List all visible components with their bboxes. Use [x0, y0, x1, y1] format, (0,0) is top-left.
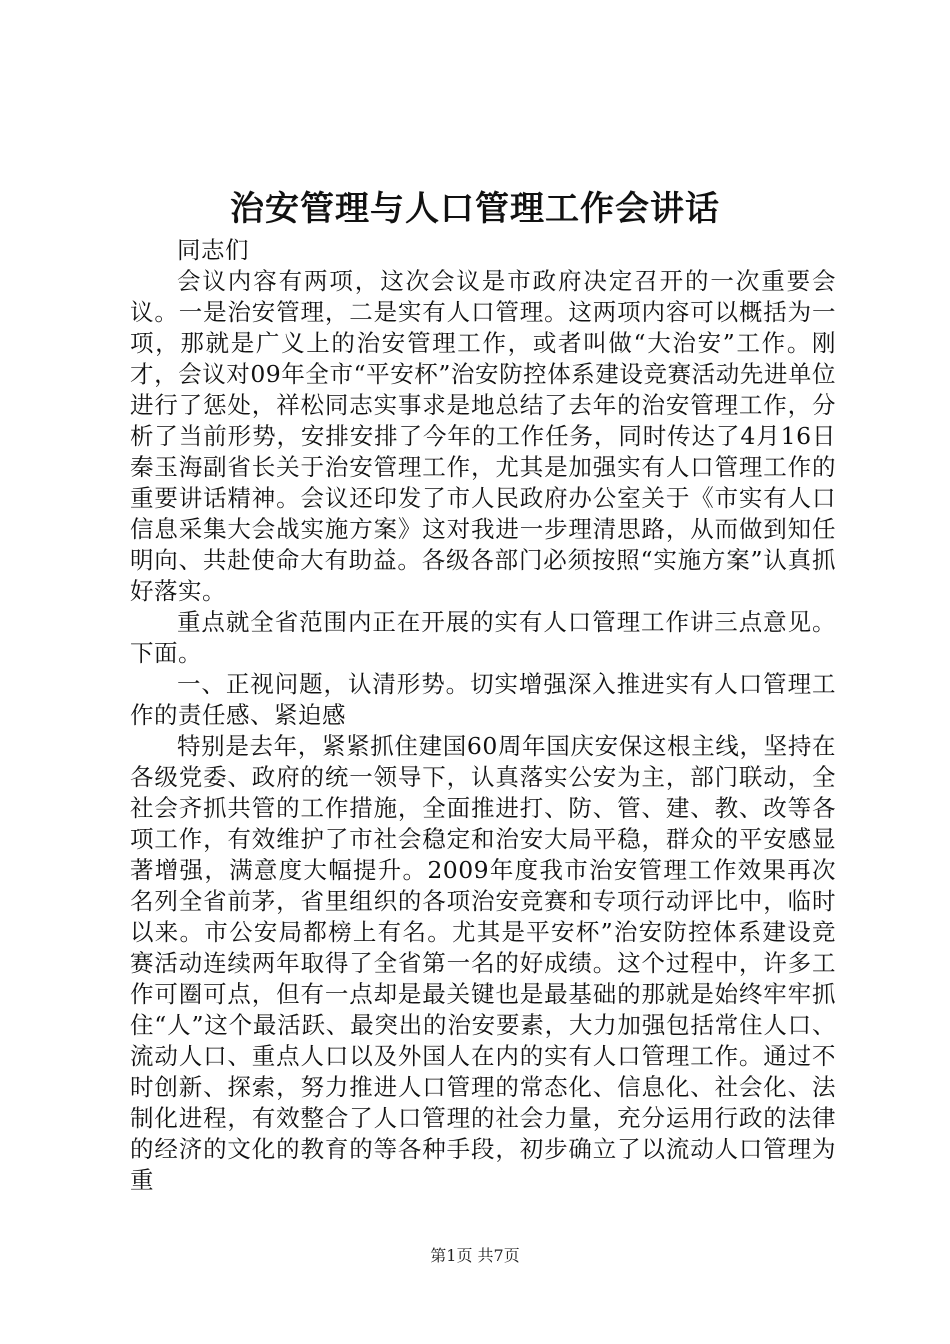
section-heading: 一、正视问题，认清形势。切实增强深入推进实有人口管理工作的责任感、紧迫感: [130, 670, 836, 729]
paragraph: 重点就全省范围内正在开展的实有人口管理工作讲三点意见。下面。: [130, 608, 836, 667]
paragraph: 特别是去年，紧紧抓住建国60周年国庆安保这根主线，坚持在各级党委、政府的统一领导下，认真落实公安为主，部门联动，全社会齐抓共管的工作措施，全面推进打、防、管、建、教、改等各项工作，有效维护了市社会稳定和治安大局平稳，群众的平安感显著增强，满意度大幅提升。2009年度我市治安管理工作效果再次名列全省前茅，省里组织的各项治安竞赛和专项行动评比中，临时以来。市公安局都榜上有名。尤其是平安杯”治安防控体系建设竞赛活动连续两年取得了全省第一名的好成绩。这个过程中，许多工作可圈可点，但有一点却是最关键也是最基础的那就是始终牢牢抓住“人”这个最活跃、最突出的治安要素，大力加强包括常住人口、流动人口、重点人口以及外国人在内的实有人口管理工作。通过不时创新、探索，努力推进人口管理的常态化、信息化、社会化、法制化进程，有效整合了人口管理的社会力量，充分运用行政的法律的经济的文化的教育的等各种手段，初步确立了以流动人口管理为重: [130, 732, 836, 1194]
page-number-footer: 第1页 共7页: [430, 1246, 520, 1265]
paragraph-salutation: 同志们: [177, 236, 249, 264]
paragraph: 会议内容有两项，这次会议是市政府决定召开的一次重要会议。一是治安管理，二是实有人口管理。这两项内容可以概括为一项，那就是广义上的治安管理工作，或者叫做“大治安”工作。刚才，会议对09年全市“平安杯”治安防控体系建设竞赛活动先进单位进行了惩处，祥松同志实事求是地总结了去年的治安管理工作，分析了当前形势，安排安排了今年的工作任务，同时传达了4月16日秦玉海副省长关于治安管理工作，尤其是加强实有人口管理工作的重要讲话精神。会议还印发了市人民政府办公室关于《市实有人口信息采集大会战实施方案》这对我进一步理清思路，从而做到知任明向、共赴使命大有助益。各级各部门必须按照“实施方案”认真抓好落实。: [130, 267, 836, 605]
document-title: 治安管理与人口管理工作会讲话: [230, 189, 720, 229]
document-body: [130, 235, 836, 1196]
